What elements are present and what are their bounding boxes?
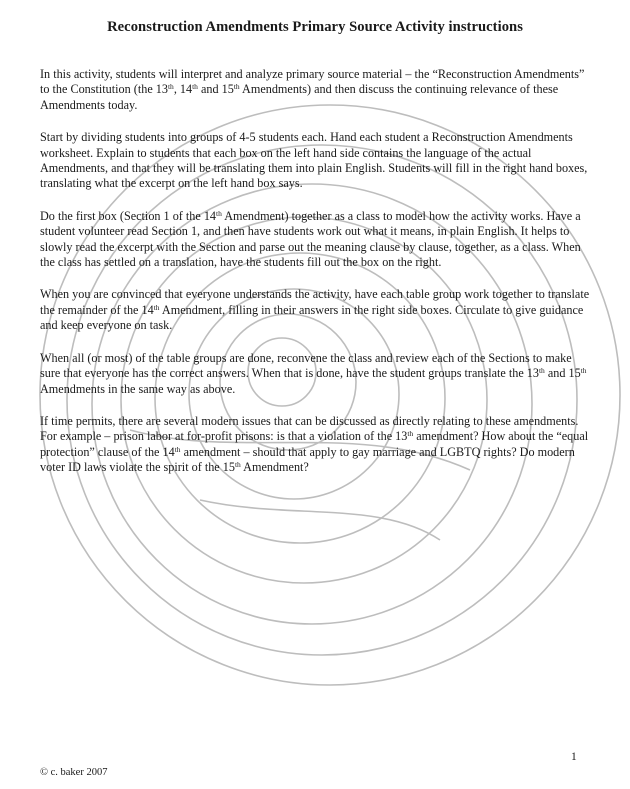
copyright-footer: © c. baker 2007 bbox=[40, 767, 108, 778]
ordinal-suffix: th bbox=[174, 444, 181, 454]
ordinal-suffix: th bbox=[407, 429, 414, 439]
text-run: If time permits, there are several modern issues that can be discussed as directly relating to these amendments. For example – prison labor at for-profit prisons: is that a violation of the 13 bbox=[40, 413, 579, 444]
ordinal-suffix: th bbox=[234, 460, 241, 470]
text-run: In this activity, students will interpret and analyze primary source material – the “Reconstruction Amendments” to the Constitution (the 13 bbox=[40, 67, 585, 97]
text-run: Start by dividing students into groups of 4-5 students each. Hand each student a Reconstruction Amendments worksheet. Explain to students that each box on the left hand side contains the language of the actual Amendments, and that they will be translating them into plain English. Students will fill in the right hand boxes, translating what the excerpt on the left hand box says. bbox=[40, 130, 588, 191]
text-run: Amendment? bbox=[240, 460, 309, 475]
text-run: amendment? How about the “equal protection” clause of the 14 bbox=[40, 429, 589, 459]
paragraph-intro bbox=[40, 67, 592, 113]
paragraph-modern-issues bbox=[40, 414, 592, 476]
ordinal-suffix: th bbox=[216, 208, 222, 218]
text-run: When you are convinced that everyone understands the activity, have each table group work together to translate the remainder of the 14 bbox=[40, 287, 590, 317]
page-title: Reconstruction Amendments Primary Source Activity instructions bbox=[107, 19, 523, 35]
paragraph-grouping bbox=[40, 130, 592, 192]
ordinal-suffix: th bbox=[167, 82, 174, 92]
page-number: 1 bbox=[571, 751, 577, 763]
text-run: and 15 bbox=[544, 366, 581, 381]
text-run: Do the first box (Section 1 of the 14 bbox=[40, 208, 217, 223]
paragraph-first-box bbox=[40, 209, 592, 271]
text-run: amendment – should that apply to gay marriage and LGBTQ rights? Do modern voter ID laws violate the spirit of the 15 bbox=[40, 444, 575, 475]
text-run: Amendments in the same way as above. bbox=[40, 381, 236, 396]
text-run: and 15 bbox=[197, 82, 234, 97]
ordinal-suffix: th bbox=[538, 366, 545, 376]
text-run: Amendments) and then discuss the continuing relevance of these Amendments today. bbox=[40, 82, 559, 112]
text-run: Amendment, filling in their answers in the right side boxes. Circulate to give guidance and keep everyone on task. bbox=[40, 302, 584, 333]
instructions-body bbox=[40, 67, 592, 493]
ordinal-suffix: th bbox=[192, 82, 198, 92]
ordinal-suffix: th bbox=[233, 82, 240, 92]
paragraph-review bbox=[40, 351, 592, 397]
ordinal-suffix: th bbox=[580, 366, 587, 376]
paragraph-group-work bbox=[40, 287, 592, 333]
ordinal-suffix: th bbox=[153, 302, 160, 312]
text-run: Amendment) together as a class to model how the activity works. Have a student volunteer read Section 1, and then have students work out what it means, in plain English. It helps to slowly read the excerpt with the Section and parse out the meaning clause by clause, together, as a class. When the class has settled on a translation, have the students fill out the box on the right. bbox=[40, 208, 581, 270]
text-run: When all (or most) of the table groups are done, reconvene the class and review each of the Sections to make sure that everyone has the correct answers. When that is done, have the student groups translate the 13 bbox=[40, 350, 572, 381]
text-run: , 14 bbox=[173, 82, 193, 97]
